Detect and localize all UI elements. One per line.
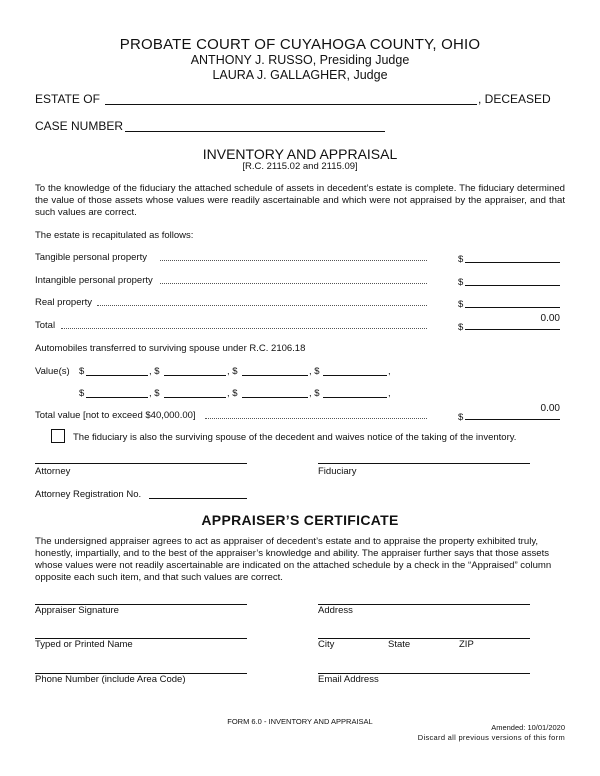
city-label: City xyxy=(318,639,335,650)
currency-symbol: $ xyxy=(458,254,464,265)
separator: , xyxy=(388,388,391,399)
leader-dots xyxy=(97,305,427,306)
currency-symbol: $ xyxy=(458,322,464,333)
currency-symbol: $ xyxy=(79,388,85,399)
typed-name-line[interactable] xyxy=(35,630,247,639)
zip-label: ZIP xyxy=(459,639,474,650)
auto-value-field[interactable] xyxy=(323,364,387,376)
currency-symbol: $ xyxy=(79,366,85,377)
fiduciary-label: Fiduciary xyxy=(318,466,357,477)
separator: , xyxy=(388,366,391,377)
typed-name-label: Typed or Printed Name xyxy=(35,639,133,650)
phone-line[interactable] xyxy=(35,665,247,674)
separator: , $ xyxy=(149,388,160,399)
auto-value-field[interactable] xyxy=(242,364,308,376)
auto-value-field[interactable] xyxy=(323,386,387,398)
attorney-registration-label: Attorney Registration No. xyxy=(35,489,142,500)
separator: , $ xyxy=(227,366,238,377)
intangible-label: Intangible personal property xyxy=(35,275,153,286)
currency-symbol: $ xyxy=(458,412,464,423)
form-number: FORM 6.0 - INVENTORY AND APPRAISAL xyxy=(227,717,373,726)
tangible-label: Tangible personal property xyxy=(35,252,147,263)
separator: , $ xyxy=(309,366,320,377)
statute-reference: [R.C. 2115.02 and 2115.09] xyxy=(242,161,358,172)
amended-date: Amended: 10/01/2020 xyxy=(491,723,565,732)
intangible-value-field[interactable] xyxy=(465,273,560,286)
currency-symbol: $ xyxy=(458,277,464,288)
case-number-field[interactable] xyxy=(125,119,385,132)
email-label: Email Address xyxy=(318,674,379,685)
total-value-label: Total value [not to exceed $40,000.00] xyxy=(35,410,196,421)
recap-label: The estate is recapitulated as follows: xyxy=(35,230,194,241)
real-property-label: Real property xyxy=(35,297,93,308)
waiver-text: The fiduciary is also the surviving spouse of the decedent and waives notice of the taking of the inventory. xyxy=(73,432,517,443)
estate-of-label: ESTATE OF xyxy=(35,92,100,106)
auto-value-field[interactable] xyxy=(86,386,148,398)
intro-paragraph: To the knowledge of the fiduciary the attached schedule of assets in decedent’s estate is complete. The fiduciary determined the value of those assets whose values were readily ascertainable and which were not appraised by the appraiser, and that such values are correct. xyxy=(35,183,565,218)
attorney-label: Attorney xyxy=(35,466,71,477)
auto-value-field[interactable] xyxy=(242,386,308,398)
form-title: INVENTORY AND APPRAISAL xyxy=(202,146,398,162)
total-auto-value-field[interactable]: 0.00 xyxy=(465,403,560,420)
estate-name-field[interactable] xyxy=(105,92,477,105)
appraiser-address-line[interactable] xyxy=(318,596,530,605)
currency-symbol: $ xyxy=(458,299,464,310)
auto-value-field[interactable] xyxy=(86,364,148,376)
total-value-field[interactable]: 0.00 xyxy=(465,313,560,330)
auto-value-field[interactable] xyxy=(164,386,226,398)
fiduciary-signature-line[interactable] xyxy=(318,455,530,464)
court-name: PROBATE COURT OF CUYAHOGA COUNTY, OHIO xyxy=(119,36,481,53)
leader-dots xyxy=(205,418,427,419)
certificate-title: APPRAISER’S CERTIFICATE xyxy=(201,512,399,528)
certificate-text: The undersigned appraiser agrees to act as appraiser of decedent’s estate and to appraise the property exhibited truly, honestly, impartially, and to the best of the appraiser’s knowledge and ability. The appraiser further says that those assets whose values were not readily ascertainable are indicated on the attached schedule by a check in the “Appraised” column opposite each such item, and that such values are correct. xyxy=(35,536,552,583)
city-state-zip-line[interactable] xyxy=(318,630,530,639)
attorney-signature-line[interactable] xyxy=(35,455,247,464)
state-label: State xyxy=(388,639,411,650)
leader-dots xyxy=(160,283,427,284)
judge: LAURA J. GALLAGHER, Judge xyxy=(212,68,388,82)
automobiles-label: Automobiles transferred to surviving spouse under R.C. 2106.18 xyxy=(35,343,306,354)
address-label: Address xyxy=(318,605,353,616)
discard-notice: Discard all previous versions of this form xyxy=(417,733,565,742)
appraiser-signature-label: Appraiser Signature xyxy=(35,605,119,616)
separator: , $ xyxy=(227,388,238,399)
phone-label: Phone Number (include Area Code) xyxy=(35,674,186,685)
email-line[interactable] xyxy=(318,665,530,674)
real-property-value-field[interactable] xyxy=(465,295,560,308)
spouse-waiver-checkbox[interactable] xyxy=(51,429,65,443)
leader-dots xyxy=(61,328,427,329)
appraiser-signature-line[interactable] xyxy=(35,596,247,605)
attorney-registration-field[interactable] xyxy=(149,487,247,499)
deceased-label: , DECEASED xyxy=(478,92,551,106)
auto-value-field[interactable] xyxy=(164,364,226,376)
tangible-value-field[interactable] xyxy=(465,250,560,263)
case-number-label: CASE NUMBER xyxy=(35,119,124,133)
values-label: Value(s) xyxy=(35,366,70,377)
separator: , $ xyxy=(149,366,160,377)
separator: , $ xyxy=(309,388,320,399)
leader-dots xyxy=(160,260,427,261)
total-label: Total xyxy=(35,320,56,331)
presiding-judge: ANTHONY J. RUSSO, Presiding Judge xyxy=(190,53,410,67)
